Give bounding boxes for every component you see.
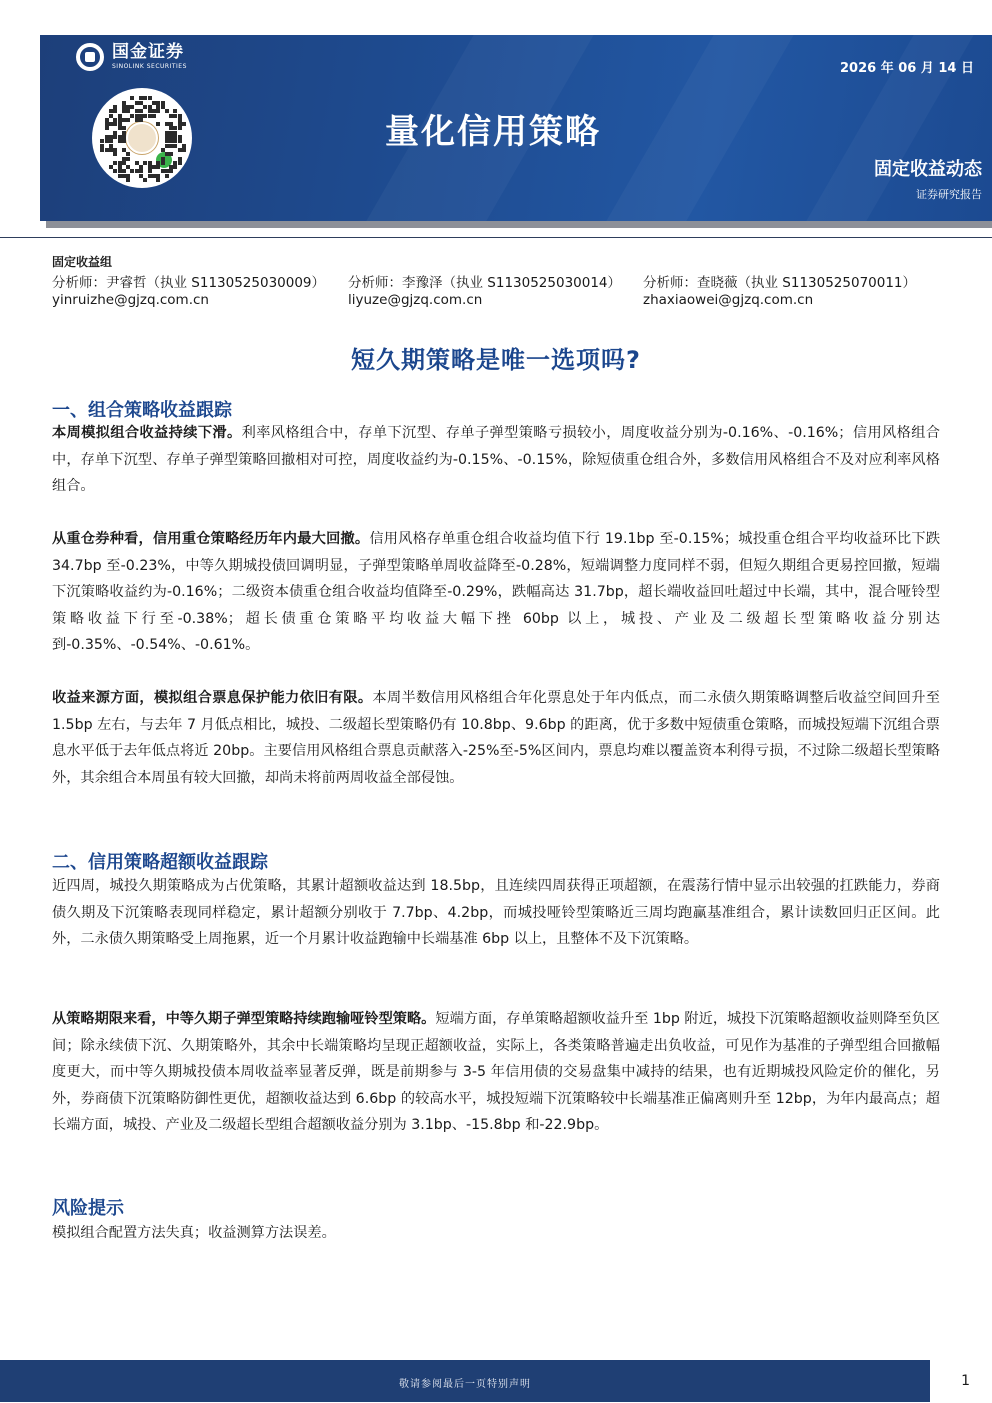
paragraph — [52, 420, 940, 500]
qr-module — [126, 157, 130, 161]
qr-module — [139, 118, 143, 122]
qr-module — [126, 178, 130, 182]
qr-module — [178, 161, 182, 165]
paragraph-body: 近四周，城投久期策略成为占优策略，其累计超额收益达到 18.5bp，且连续四周获得正项超额，在震荡行情中显示出较强的扛跌能力，券商债久期及下沉策略表现同样稳定，累计超额分别收于 7.7bp、4.2bp，而城投哑铃型策略近三周均跑赢基准组合，累计读数回归正区间。此外，二永债久期策略受上周拖累，近一个月累计收益跑输中长端基准 6bp 以上，且整体不及下沉策略。 — [52, 878, 940, 948]
page-number: 1 — [961, 1373, 970, 1389]
section-heading: 二、信用策略超额收益跟踪 — [52, 852, 268, 873]
qr-module — [122, 139, 126, 143]
paragraph-lead: 本周模拟组合收益持续下滑。 — [52, 425, 242, 441]
company-logo — [76, 42, 187, 71]
paragraph — [52, 685, 940, 791]
paragraph — [52, 1006, 940, 1139]
qr-module — [105, 126, 109, 130]
qr-module — [156, 122, 160, 126]
report-title: 量化信用策略 — [385, 112, 601, 152]
logo-cn: 国金证券 — [112, 42, 184, 62]
logo-en: SINOLINK SECURITIES — [112, 63, 187, 70]
paragraph-body: 短端方面，存单策略超额收益升至 1bp 附近，城投下沉策略超额收益则降至负区间；除永续债下沉、久期策略外，其余中长端策略均呈现正超额收益，实际上，各类策略普遍走出负收益，可见作为基准的子弹型组合回撤幅度更大，而中等久期城投债本周收益率显著反弹，既是前期参与 3-5 年信用债的交易盘集中减持的结果，也有近期城投风险定价的催化，另外，券商债下沉策略防御性更优，超额收益达到 6.6bp 的较高水平，城投短端下沉策略较中长端基准正偏离则升至 12bp，为年内最高点；超长端方面，城投、产业及二级超长型组合超额收益分别为 3.1bp、-15.8bp 和-22.9bp。 — [52, 1011, 940, 1134]
qr-module — [126, 118, 130, 122]
report-type: 固定收益动态 — [874, 159, 982, 180]
qr-module — [169, 169, 173, 173]
qr-module — [165, 174, 169, 178]
qr-module — [156, 178, 160, 182]
qr-module — [182, 148, 186, 152]
analyst-group: 固定收益组 — [52, 255, 113, 269]
analyst-name: 分析师：尹睿哲（执业 S1130525030009） — [52, 275, 326, 291]
qr-module — [161, 161, 165, 165]
footer-disclaimer-link[interactable]: 敬请参阅最后一页特别声明 — [399, 1379, 531, 1390]
qr-code-icon — [92, 88, 192, 188]
divider — [0, 237, 992, 238]
qr-module — [182, 122, 186, 126]
paragraph-body: 本周半数信用风格组合年化票息处于年内低点，而二永债久期策略调整后收益空间回升至 1.5bp 左右，与去年 7 月低点相比，城投、二级超长型策略仍有 10.8bp、9.6bp 的距离，优于多数中短债重仓策略，而城投短端下沉组合票息水平低于去年低点将近 20bp。主要信用风格组合票息贡献落入-25%至-5%区间内，票息均难以覆盖资本利得亏损，不过除二级超长型策略外，其余组合本周虽有较大回撤，却尚未将前两周收益全部侵蚀。 — [52, 690, 940, 786]
paragraph — [52, 873, 940, 953]
qr-module — [169, 152, 173, 156]
paragraph-body: 模拟组合配置方法失真；收益测算方法误差。 — [52, 1225, 336, 1241]
qr-module — [156, 109, 160, 113]
analyst-email[interactable]: zhaxiaowei@gjzq.com.cn — [643, 292, 814, 308]
report-subtitle: 证券研究报告 — [916, 188, 982, 201]
report-date: 2026 年 06 月 14 日 — [840, 61, 974, 76]
paragraph-lead: 收益来源方面，模拟组合票息保护能力依旧有限。 — [52, 690, 373, 706]
analyst-email[interactable]: yinruizhe@gjzq.com.cn — [52, 292, 209, 308]
analyst-name: 分析师：李豫泽（执业 S1130525030014） — [348, 275, 622, 291]
paragraph-lead: 从重仓券种看，信用重仓策略经历年内最大回撤。 — [52, 531, 370, 547]
qr-module — [173, 165, 177, 169]
analyst-email[interactable]: liyuze@gjzq.com.cn — [348, 292, 483, 308]
main-title: 短久期策略是唯一选项吗? — [351, 346, 641, 374]
paragraph-body: 信用风格存单重仓组合收益均值下行 19.1bp 至-0.15%；城投重仓组合平均收益环比下跌 34.7bp 至-0.23%，中等久期城投债回调明显，子弹型策略单周收益降至-0.28%，短端调整力度同样不弱，但短久期组合更易控回撤，短端下沉策略收益约为-0.16%；二级资本债重仓组合收益均值降至-0.29%，跌幅高达 31.7bp，超长端收益回吐超过中长端，其中，混合哑铃型策略收益下行至-0.38%；超长债重仓策略平均收益大幅下挫 60bp 以上，城投、产业及二级超长型策略收益分别达到-0.35%、-0.54%、-0.61%。 — [52, 531, 941, 654]
section-heading: 风险提示 — [52, 1198, 124, 1219]
logo-icon — [76, 43, 104, 71]
paragraph-lead: 从策略期限来看，中等久期子弹型策略持续跑输哑铃型策略。 — [52, 1011, 436, 1027]
qr-center-logo-icon — [126, 122, 158, 154]
paragraph — [52, 526, 940, 659]
analyst-name: 分析师：查晓薇（执业 S1130525070011） — [643, 275, 917, 291]
qr-module — [152, 114, 156, 118]
section-heading: 一、组合策略收益跟踪 — [52, 400, 232, 421]
qr-module — [178, 126, 182, 130]
paragraph — [52, 1220, 940, 1247]
qr-module — [113, 152, 117, 156]
paragraph-body: 利率风格组合中，存单下沉型、存单子弹型策略亏损较小，周度收益分别为-0.16%、-0.16%；信用风格组合中，存单下沉型、存单子弹型策略回撤相对可控，周度收益约为-0.15%、-0.15%，除短债重仓组合外，多数信用风格组合不及对应利率风格组合。 — [52, 425, 940, 495]
qr-module — [143, 178, 147, 182]
